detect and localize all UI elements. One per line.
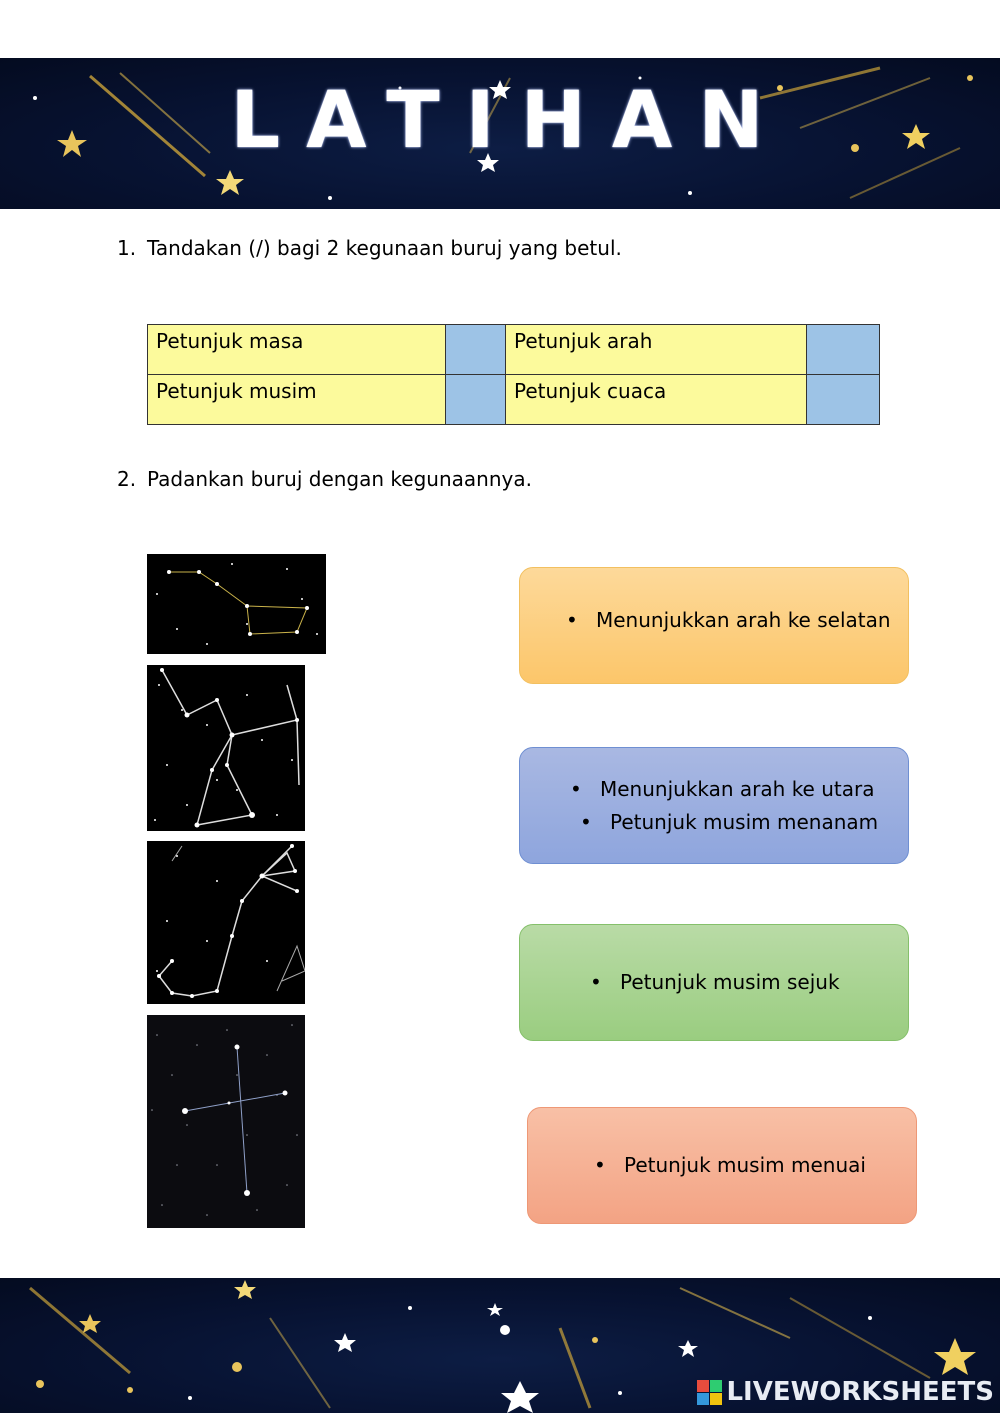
answer-box[interactable]: [807, 325, 880, 375]
question-2: [117, 467, 532, 491]
question-1-text: Tandakan (/) bagi 2 kegunaan buruj yang betul.: [147, 236, 622, 260]
card-item: • Menunjukkan arah ke utara: [600, 773, 908, 806]
constellation-image-big-dipper[interactable]: [147, 554, 326, 654]
answer-box[interactable]: [446, 325, 506, 375]
constellation-image-scorpius[interactable]: [147, 841, 305, 1004]
options-table: [147, 324, 880, 425]
card-item: • Petunjuk musim menanam: [610, 806, 908, 839]
table-row: [148, 375, 880, 425]
footer-banner: [0, 1278, 1000, 1413]
option-label: Petunjuk cuaca: [506, 375, 807, 425]
liveworksheets-logo[interactable]: [697, 1377, 994, 1407]
answer-box[interactable]: [807, 375, 880, 425]
question-2-text: Padankan buruj dengan kegunaannya.: [147, 467, 532, 491]
question-1-number: 1.: [117, 236, 137, 260]
header-banner: [0, 58, 1000, 209]
page-title: LATIHAN: [230, 76, 790, 166]
option-label: Petunjuk masa: [148, 325, 446, 375]
option-label: Petunjuk musim: [148, 375, 446, 425]
card-item: • Menunjukkan arah ke selatan: [596, 604, 908, 637]
table-row: [148, 325, 880, 375]
constellation-image-orion[interactable]: [147, 665, 305, 831]
card-item: • Petunjuk musim sejuk: [620, 966, 908, 999]
answer-box[interactable]: [446, 375, 506, 425]
card-item: • Petunjuk musim menuai: [624, 1149, 916, 1182]
answer-card-1[interactable]: [519, 567, 909, 684]
answer-card-2[interactable]: [519, 747, 909, 864]
constellation-image-crux[interactable]: [147, 1015, 305, 1228]
liveworksheets-logo-icon: [697, 1380, 722, 1405]
option-label: Petunjuk arah: [506, 325, 807, 375]
question-1: [117, 236, 622, 260]
liveworksheets-logo-text: LIVEWORKSHEETS: [726, 1377, 994, 1407]
question-2-number: 2.: [117, 467, 137, 491]
answer-card-3[interactable]: [519, 924, 909, 1041]
answer-card-4[interactable]: [527, 1107, 917, 1224]
